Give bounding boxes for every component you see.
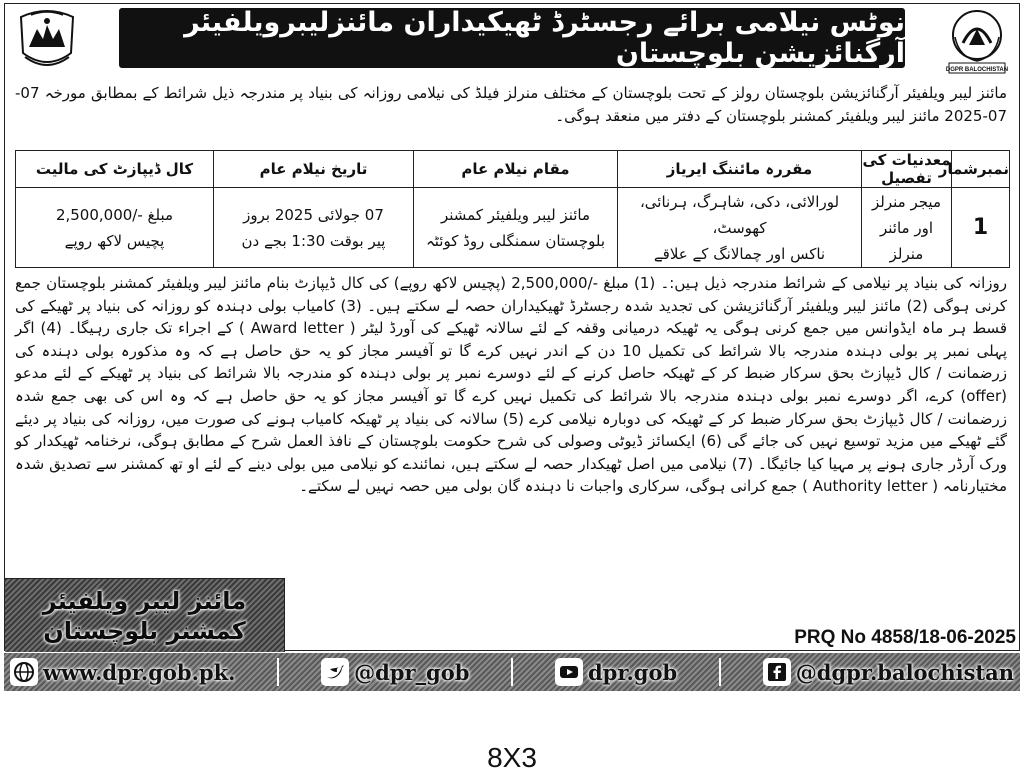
- balochistan-emblem-logo: [15, 7, 79, 75]
- signature-block: [5, 578, 285, 652]
- venue-line-2: بلوچستان سمنگلی روڈ کوئٹہ: [425, 231, 606, 250]
- divider: [277, 658, 279, 686]
- social-website[interactable]: [10, 658, 235, 686]
- twitter-handle: @dpr_gob: [354, 659, 470, 685]
- venue-line-1: مائنز لیبر ویلفیئر کمشنر: [440, 205, 591, 224]
- cell-call-deposit: [16, 188, 214, 268]
- social-facebook[interactable]: [763, 658, 1014, 686]
- prq-number: PRQ No 4858/18-06-2025: [794, 627, 1016, 648]
- notice-title: نوٹس نیلامی برائے رجسٹرڈ ٹھیکیداران مائنزلیبرویلفیئر آرگنائزیشن بلوچستان: [119, 8, 905, 68]
- globe-icon: [10, 658, 38, 686]
- table-header-row: [16, 151, 1010, 188]
- facebook-handle: @dgpr.balochistan: [795, 659, 1014, 685]
- header-serial: نمبرشمار: [952, 151, 1010, 188]
- twitter-icon: [321, 658, 349, 686]
- areas-line-1: لورالائی، دکی، شاہرگ، ہرنائی، کھوسٹ،: [639, 192, 840, 237]
- deposit-line-1: مبلغ -/2,500,000: [55, 205, 174, 224]
- youtube-icon: [555, 658, 583, 686]
- header-call-deposit: کال ڈیپازٹ کی مالیت: [16, 151, 214, 188]
- divider: [511, 658, 513, 686]
- cell-mining-areas: [618, 188, 862, 268]
- table-row: [16, 188, 1010, 268]
- date-line-1: 07 جولائی 2025 بروز: [243, 205, 384, 224]
- cell-auction-date: [214, 188, 414, 268]
- header-auction-date: تاریخ نیلام عام: [214, 151, 414, 188]
- website-text: www.dpr.gob.pk.: [43, 659, 236, 685]
- youtube-handle: dpr.gob: [587, 659, 678, 685]
- conditions-paragraph: روزانہ کی بنیاد پر نیلامی کے شرائط مندرجہ ذیل ہیں:۔ (1) مبلغ -/2,500,000 (پچیس لاکھ روپے) کی کال ڈیپازٹ بنام مائنز لیبر ویلفیئر کمشنر بلوچستان جمع کرنی ہوگی (2) مائنز لیبر ویلفیئر آرگنائزیشن کی تجدید شدہ رجسٹرڈ ٹھیکیداران حصہ لے سکتے ہیں۔ (3) کامیاب بولی دہندہ کو روزانہ کی بنیاد پر ٹھیکے کی قسط ہر ماہ ایڈوانس میں جمع کرنی ہوگی یہ ٹھیکہ درمیانی وقفہ کے لئے سالانہ ٹھیکے کی آورڈ لیٹر ( Award letter ) کے اجراء تک جاری رہیگا۔ (4) اگر پہلی نمبر پر بولی دہندہ مندرجہ بالا شرائط کی تکمیل 10 دن کے اندر نہیں کرے گا تو آفیسر مجاز کو یہ حق حاصل ہے کہ وہ مذکورہ بولی دہندہ کی زرضمانت / کال ڈیپازٹ بحق سرکار ضبط کر کے ٹھیکہ حاصل کرنے کے لئے دوسرے نمبر پر بولی دہندہ کو مندرجہ بالا شرائط کی بنیاد پر ٹھیکے کے لئے مدعو (offer) کرے، اگر دوسرے نمبر بولی دہندہ مندرجہ بالا شرائط کی تکمیل نہیں کرے گا تو آفیسر مجاز کو یہ حق حاصل ہے کہ وہ اس کی بھی جمع شدہ زرضمانت / کال ڈیپازٹ بحق سرکار ضبط کر کے ٹھیکہ کی دوبارہ نیلامی کرے (5) سالانہ کی بنیاد پر ٹھیکہ کامیاب ہونے کی صورت میں، روزانہ کی بنیاد پر دیئے گئے ٹھیکے میں مزید توسیع نہیں کی جائے گی (6) ایکسائز ڈیوٹی وصولی کی شرح حکومت بلوچستان کے نافذ العمل شرح کے مطابق ہوگی، نرخنامہ ٹھیکدار کو ورک آرڈر جاری ہونے پر مہیا کیا جائیگا۔ (7) نیلامی میں اصل ٹھیکدار حصہ لے سکتے ہیں، نمائندے کو نیلامی میں بولی دینے کے لئے او تھ کمشنر سے تصدیق شدہ مختیارنامہ ( Authority letter ) جمع کرانی ہوگی، سرکاری واجبات نا دہندہ گان بولی میں حصہ نہیں لے سکتے۔: [15, 274, 1007, 496]
- facebook-icon: [763, 658, 791, 686]
- auction-table: [15, 150, 1010, 268]
- social-bar: [4, 653, 1020, 691]
- header-mining-areas: مقررہ مائننگ ایریاز: [618, 151, 862, 188]
- date-line-2: پیر بوقت 1:30 بجے دن: [241, 231, 386, 250]
- advertisement-notice: [4, 3, 1020, 651]
- divider: [719, 658, 721, 686]
- social-youtube[interactable]: [555, 658, 677, 686]
- header-auction-venue: مقام نیلام عام: [414, 151, 618, 188]
- signature-line-1: مائنز لیبر ویلفیئر: [42, 586, 247, 615]
- deposit-line-2: پچیس لاکھ روپے: [64, 231, 165, 250]
- areas-line-2: ناکس اور چمالانگ کے علاقے: [653, 244, 826, 263]
- intro-paragraph: مائنز لیبر ویلفیئر آرگنائزیشن بلوچستان رولز کے تحت بلوچستان کے مختلف منرلز فیلڈ کی نیلامی روزانہ کی بنیاد پر مندرجہ ذیل شرائط کے بمطابق مورخہ 07-07-2025 مائنز لیبر ویلفیئر کمشنر بلوچستان کے دفتر میں منعقد ہوگی۔: [15, 84, 1007, 125]
- cell-serial: 1: [952, 188, 1010, 268]
- cell-minerals: میجر منرلز اور مائنر منرلز: [862, 188, 952, 268]
- ad-size-label: 8X3: [487, 742, 537, 773]
- dgpr-balochistan-logo: [945, 7, 1009, 75]
- signature-line-2: کمشنر بلوچستان: [43, 616, 246, 645]
- cell-auction-venue: [414, 188, 618, 268]
- header-minerals: معدنیات کی تفصیل: [862, 151, 951, 187]
- logo-caption: DGPR BALOCHISTAN: [945, 67, 1009, 73]
- social-twitter[interactable]: [321, 658, 469, 686]
